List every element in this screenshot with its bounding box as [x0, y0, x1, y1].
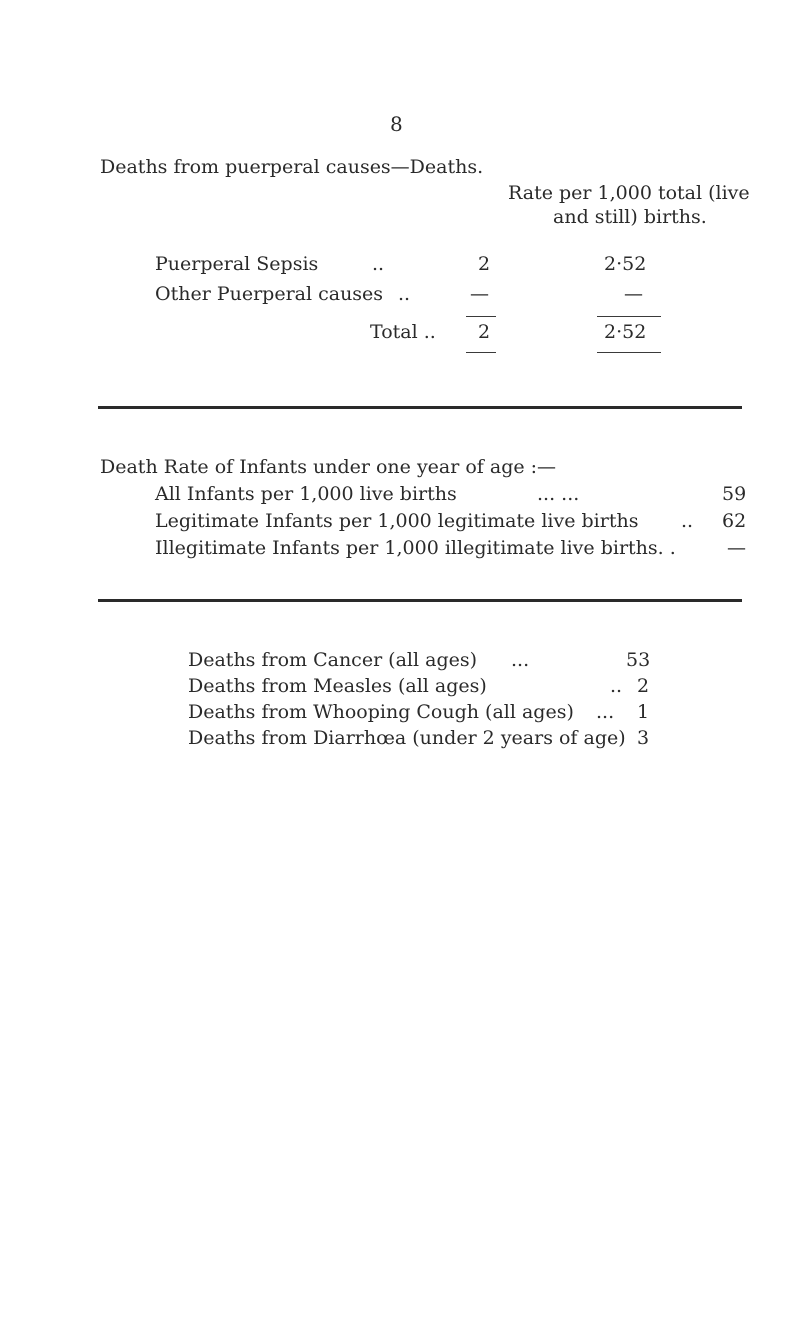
- other-death-value: 3: [637, 727, 650, 749]
- infant-row-label: All Infants per 1,000 live births: [155, 483, 457, 505]
- page-number: 8: [390, 112, 403, 136]
- infant-row-label: Legitimate Infants per 1,000 legitimate live births: [155, 510, 639, 532]
- total-rule: [597, 352, 661, 353]
- puerperal-row-label: Other Puerperal causes: [155, 283, 384, 305]
- infant-heading: Death Rate of Infants under one year of age :—: [100, 456, 557, 478]
- other-death-leader: ...: [596, 701, 615, 723]
- section-divider: [98, 406, 742, 409]
- rate-heading-line2: and still) births.: [553, 206, 707, 228]
- infant-row-label: Illegitimate Infants per 1,000 illegitimate live births. .: [155, 537, 676, 559]
- other-death-leader: ...: [511, 649, 530, 671]
- puerperal-row-leader: ..: [372, 253, 385, 275]
- infant-row-value: 62: [722, 510, 747, 532]
- other-death-value: 1: [637, 701, 650, 723]
- other-death-value: 2: [637, 675, 650, 697]
- other-death-label: Deaths from Diarrhœa (under 2 years of age): [188, 727, 626, 749]
- total-label: Total ..: [370, 321, 436, 343]
- puerperal-row-deaths: —: [470, 283, 489, 305]
- puerperal-row-rate: —: [624, 283, 643, 305]
- puerperal-heading: Deaths from puerperal causes—Deaths.: [100, 156, 484, 178]
- infant-row-leader: ... ...: [537, 483, 580, 505]
- section-divider: [98, 599, 742, 602]
- rate-heading-line1: Rate per 1,000 total (live: [508, 182, 750, 204]
- subtotal-rule: [466, 316, 496, 317]
- subtotal-rule: [597, 316, 661, 317]
- other-death-label: Deaths from Cancer (all ages): [188, 649, 478, 671]
- puerperal-row-label: Puerperal Sepsis: [155, 253, 319, 275]
- other-death-leader: ..: [610, 675, 623, 697]
- other-death-value: 53: [626, 649, 651, 671]
- infant-row-value: —: [727, 537, 746, 559]
- total-rule: [466, 352, 496, 353]
- infant-row-value: 59: [722, 483, 747, 505]
- other-death-label: Deaths from Measles (all ages): [188, 675, 487, 697]
- puerperal-row-leader: ..: [398, 283, 411, 305]
- total-deaths: 2: [478, 321, 491, 343]
- total-rate: 2·52: [604, 321, 647, 343]
- infant-row-leader: ..: [681, 510, 694, 532]
- puerperal-row-rate: 2·52: [604, 253, 647, 275]
- other-death-label: Deaths from Whooping Cough (all ages): [188, 701, 574, 723]
- puerperal-row-deaths: 2: [478, 253, 491, 275]
